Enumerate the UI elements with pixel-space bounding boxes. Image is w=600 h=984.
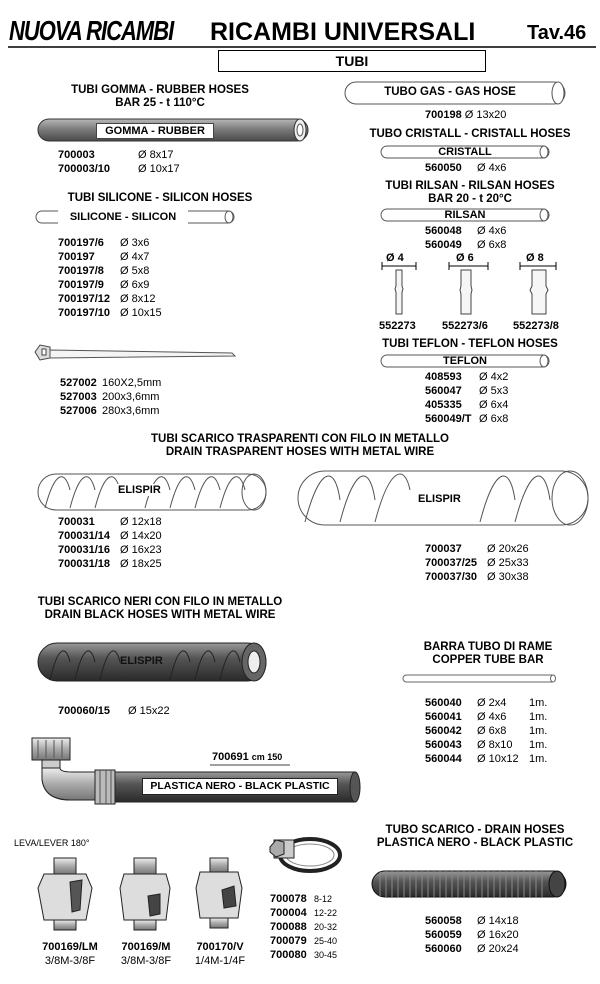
list-item bbox=[425, 384, 508, 398]
elispir-label-large: ELISPIR bbox=[418, 493, 461, 505]
insert-diameter: Ø 6 bbox=[456, 252, 474, 264]
list-item bbox=[60, 376, 161, 390]
product-length: 1m. bbox=[529, 711, 548, 723]
product-code: 700170/V bbox=[196, 941, 244, 953]
product-size: Ø 4x6 bbox=[477, 711, 507, 723]
product-code: 700169/LM bbox=[42, 941, 98, 953]
list-item bbox=[425, 928, 519, 942]
product-size: Ø 4x2 bbox=[479, 371, 509, 383]
product-code: 527006 bbox=[60, 405, 97, 417]
product-size: Ø 6x9 bbox=[120, 279, 150, 291]
list-item bbox=[425, 238, 506, 252]
insert-diameter: Ø 8 bbox=[526, 252, 544, 264]
black-plastic-code-line bbox=[212, 751, 282, 763]
product-size: Ø 18x25 bbox=[120, 558, 162, 570]
transparent-heading-line1: TUBI SCARICO TRASPARENTI CON FILO IN METALLO bbox=[151, 433, 449, 445]
list-item bbox=[425, 752, 547, 766]
product-code: 700037/30 bbox=[425, 571, 477, 583]
copper-heading bbox=[400, 641, 576, 667]
teflon-heading: TUBI TEFLON - TEFLON HOSES bbox=[382, 338, 558, 350]
product-size: Ø 2x4 bbox=[477, 697, 507, 709]
product-code: 560060 bbox=[425, 943, 462, 955]
product-size: Ø 4x6 bbox=[477, 225, 507, 237]
list-item bbox=[425, 696, 547, 710]
valve-item bbox=[106, 940, 186, 968]
drain-plastic-heading-line2: PLASTICA NERO - BLACK PLASTIC bbox=[376, 837, 574, 849]
list-item bbox=[58, 162, 180, 176]
rilsan-heading bbox=[370, 180, 570, 206]
brand-logo: NUOVA RICAMBI bbox=[9, 14, 174, 46]
list-item bbox=[425, 914, 519, 928]
product-code: 700037 bbox=[425, 543, 462, 555]
transparent-list-left bbox=[58, 515, 162, 571]
list-item bbox=[425, 412, 508, 426]
product-length: cm 150 bbox=[251, 752, 283, 762]
drain-plastic-heading bbox=[360, 824, 590, 850]
product-size: Ø 16x23 bbox=[120, 544, 162, 556]
list-item bbox=[270, 892, 337, 906]
product-size: 25-40 bbox=[314, 936, 338, 946]
product-code: 560049/T bbox=[425, 413, 472, 425]
teflon-hose-label: TEFLON bbox=[443, 355, 487, 367]
copper-heading-line2: COPPER TUBE BAR bbox=[432, 654, 544, 666]
product-code: 700197/8 bbox=[58, 265, 104, 277]
product-code: 700197 bbox=[58, 251, 95, 263]
list-item bbox=[58, 292, 162, 306]
product-code: 700197/9 bbox=[58, 279, 104, 291]
product-size: 3/8M-3/8F bbox=[44, 955, 96, 967]
corrugated-drain-hose-drawing bbox=[372, 871, 566, 897]
transparent-heading-line2: DRAIN TRASPARENT HOSES WITH METAL WIRE bbox=[165, 446, 435, 458]
list-item bbox=[425, 942, 519, 956]
product-code: 700080 bbox=[270, 949, 307, 961]
list-item bbox=[58, 250, 162, 264]
product-size: Ø 5x8 bbox=[120, 265, 150, 277]
drain-plastic-list bbox=[425, 914, 519, 956]
list-item bbox=[425, 224, 506, 238]
product-size: 200x3,6mm bbox=[102, 391, 160, 403]
product-size: Ø 4x7 bbox=[120, 251, 150, 263]
list-item bbox=[425, 724, 547, 738]
list-item bbox=[270, 920, 337, 934]
product-size: Ø 5x3 bbox=[479, 385, 509, 397]
product-length: 1m. bbox=[529, 725, 548, 737]
rubber-heading bbox=[30, 84, 290, 110]
product-code: 700197/6 bbox=[58, 237, 104, 249]
product-size: 30-45 bbox=[314, 950, 338, 960]
product-size: Ø 10x15 bbox=[120, 307, 162, 319]
list-item bbox=[425, 570, 529, 584]
rubber-heading-line1: TUBI GOMMA - RUBBER HOSES bbox=[71, 84, 249, 96]
gas-item bbox=[425, 108, 506, 122]
table-number: Tav.46 bbox=[527, 22, 587, 44]
product-size: Ø 8x17 bbox=[138, 149, 174, 161]
product-size: 20-32 bbox=[314, 922, 338, 932]
cable-tie-list bbox=[60, 376, 161, 418]
product-code: 700078 bbox=[270, 893, 307, 905]
product-code: 560047 bbox=[425, 385, 462, 397]
product-size: 8-12 bbox=[314, 894, 333, 904]
product-size: Ø 4x6 bbox=[477, 162, 507, 174]
product-size: Ø 6x8 bbox=[477, 725, 507, 737]
product-code: 527003 bbox=[60, 391, 97, 403]
list-item bbox=[60, 404, 161, 418]
product-code: 560042 bbox=[425, 725, 462, 737]
product-code: 408593 bbox=[425, 371, 462, 383]
rilsan-heading-line2: BAR 20 - t 20°C bbox=[428, 193, 512, 205]
list-item bbox=[425, 738, 547, 752]
product-length: 1m. bbox=[529, 697, 548, 709]
product-code: 700003 bbox=[58, 149, 95, 161]
rilsan-heading-line1: TUBI RILSAN - RILSAN HOSES bbox=[385, 180, 555, 192]
rubber-hose-label: GOMMA - RUBBER bbox=[96, 123, 214, 139]
copper-tube-bar-drawing bbox=[403, 675, 556, 682]
product-code: 700031/14 bbox=[58, 530, 110, 542]
product-size: Ø 20x24 bbox=[477, 943, 519, 955]
product-code: 700169/M bbox=[121, 941, 171, 953]
product-size: Ø 16x20 bbox=[477, 929, 519, 941]
product-code: 560041 bbox=[425, 711, 462, 723]
product-size: Ø 6x4 bbox=[479, 399, 509, 411]
list-item bbox=[270, 906, 337, 920]
silicone-heading: TUBI SILICONE - SILICON HOSES bbox=[67, 192, 253, 204]
valve-item bbox=[180, 940, 260, 968]
product-size: Ø 3x6 bbox=[120, 237, 150, 249]
list-item bbox=[425, 710, 547, 724]
product-size: Ø 8x10 bbox=[477, 739, 513, 751]
list-item bbox=[58, 557, 162, 571]
cristall-heading: TUBO CRISTALL - CRISTALL HOSES bbox=[369, 128, 571, 140]
product-code: 527002 bbox=[60, 377, 97, 389]
black-wire-heading-line2: DRAIN BLACK HOSES WITH METAL WIRE bbox=[44, 609, 276, 621]
section-title: TUBI bbox=[218, 50, 486, 72]
list-item bbox=[58, 515, 162, 529]
drain-plastic-heading-line1: TUBO SCARICO - DRAIN HOSES bbox=[385, 824, 565, 836]
page-title: RICAMBI UNIVERSALI bbox=[210, 18, 476, 46]
product-code: 560059 bbox=[425, 929, 462, 941]
list-item bbox=[58, 543, 162, 557]
product-code: 700691 bbox=[212, 751, 249, 763]
product-code: 700031 bbox=[58, 516, 95, 528]
product-size: Ø 8x12 bbox=[120, 293, 156, 305]
insert-code: 552273/8 bbox=[513, 320, 559, 332]
product-code: 700079 bbox=[270, 935, 307, 947]
list-item bbox=[58, 148, 180, 162]
product-size: Ø 14x18 bbox=[477, 915, 519, 927]
list-item bbox=[270, 948, 337, 962]
product-code: 700037/25 bbox=[425, 557, 477, 569]
product-size: 1/4M-1/4F bbox=[194, 955, 246, 967]
product-size: Ø 6x8 bbox=[477, 239, 507, 251]
rilsan-insert-drawings bbox=[382, 262, 556, 314]
clamp-list bbox=[270, 892, 337, 962]
product-size: Ø 20x26 bbox=[487, 543, 529, 555]
product-size: 280x3,6mm bbox=[102, 405, 160, 417]
product-code: 560058 bbox=[425, 915, 462, 927]
product-length: 1m. bbox=[529, 739, 548, 751]
black-wire-heading bbox=[15, 596, 305, 622]
product-size: Ø 12x18 bbox=[120, 516, 162, 528]
valve-item bbox=[30, 940, 110, 968]
list-item bbox=[58, 264, 162, 278]
teflon-list bbox=[425, 370, 508, 426]
elispir-black-label: ELISPIR bbox=[120, 655, 163, 667]
product-code: 700031/18 bbox=[58, 558, 110, 570]
list-item bbox=[58, 306, 162, 320]
black-wire-item bbox=[58, 704, 170, 718]
product-code: 560040 bbox=[425, 697, 462, 709]
valve-drawings bbox=[38, 858, 242, 930]
list-item bbox=[425, 542, 529, 556]
lever-label: LEVA/LEVER 180° bbox=[14, 838, 90, 848]
insert-code: 552273 bbox=[379, 320, 416, 332]
insert-code: 552273/6 bbox=[442, 320, 488, 332]
rubber-list bbox=[58, 148, 180, 176]
product-code: 560044 bbox=[425, 753, 462, 765]
cristall-item bbox=[425, 161, 506, 175]
list-item bbox=[60, 390, 161, 404]
product-size: Ø 10x12 bbox=[477, 753, 519, 765]
product-code: 700004 bbox=[270, 907, 307, 919]
silicone-list bbox=[58, 236, 162, 320]
product-size: Ø 13x20 bbox=[464, 109, 507, 121]
product-size: Ø 30x38 bbox=[487, 571, 529, 583]
product-code: 700198 bbox=[425, 109, 462, 121]
product-code: 700031/16 bbox=[58, 544, 110, 556]
hose-clamp-drawing bbox=[270, 839, 340, 871]
list-item bbox=[58, 278, 162, 292]
rilsan-hose-label: RILSAN bbox=[444, 209, 486, 221]
list-item bbox=[425, 556, 529, 570]
product-code: 700003/10 bbox=[58, 163, 110, 175]
product-size: 160X2,5mm bbox=[102, 377, 162, 389]
black-wire-heading-line1: TUBI SCARICO NERI CON FILO IN METALLO bbox=[37, 596, 283, 608]
product-code: 700088 bbox=[270, 921, 307, 933]
transparent-heading bbox=[60, 433, 540, 459]
product-length: 1m. bbox=[529, 753, 548, 765]
list-item bbox=[58, 236, 162, 250]
list-item bbox=[270, 934, 337, 948]
copper-heading-line1: BARRA TUBO DI RAME bbox=[423, 641, 553, 653]
cable-tie-drawing bbox=[35, 345, 235, 360]
silicone-hose-label: SILICONE - SILICON bbox=[58, 210, 188, 224]
elispir-label-small: ELISPIR bbox=[118, 484, 161, 496]
product-size: Ø 10x17 bbox=[138, 163, 180, 175]
product-size: Ø 15x22 bbox=[128, 705, 170, 717]
copper-list bbox=[425, 696, 547, 766]
product-code: 560043 bbox=[425, 739, 462, 751]
gas-hose-label: TUBO GAS - GAS HOSE bbox=[384, 86, 516, 98]
product-code: 560050 bbox=[425, 162, 462, 174]
product-code: 405335 bbox=[425, 399, 462, 411]
product-code: 700197/10 bbox=[58, 307, 110, 319]
cristall-hose-label: CRISTALL bbox=[438, 146, 492, 158]
product-size: 12-22 bbox=[314, 908, 338, 918]
list-item bbox=[425, 370, 508, 384]
product-code: 700060/15 bbox=[58, 705, 110, 717]
product-code: 560048 bbox=[425, 225, 462, 237]
product-size: Ø 25x33 bbox=[487, 557, 529, 569]
black-plastic-label: PLASTICA NERO - BLACK PLASTIC bbox=[142, 778, 338, 795]
transparent-list-right bbox=[425, 542, 529, 584]
product-code: 560049 bbox=[425, 239, 462, 251]
product-code: 700197/12 bbox=[58, 293, 110, 305]
product-size: Ø 14x20 bbox=[120, 530, 162, 542]
rubber-heading-line2: BAR 25 - t 110°C bbox=[115, 97, 205, 109]
product-size: Ø 6x8 bbox=[479, 413, 509, 425]
insert-diameter: Ø 4 bbox=[386, 252, 404, 264]
rilsan-list bbox=[425, 224, 506, 252]
list-item bbox=[58, 529, 162, 543]
product-size: 3/8M-3/8F bbox=[120, 955, 172, 967]
list-item bbox=[425, 398, 508, 412]
